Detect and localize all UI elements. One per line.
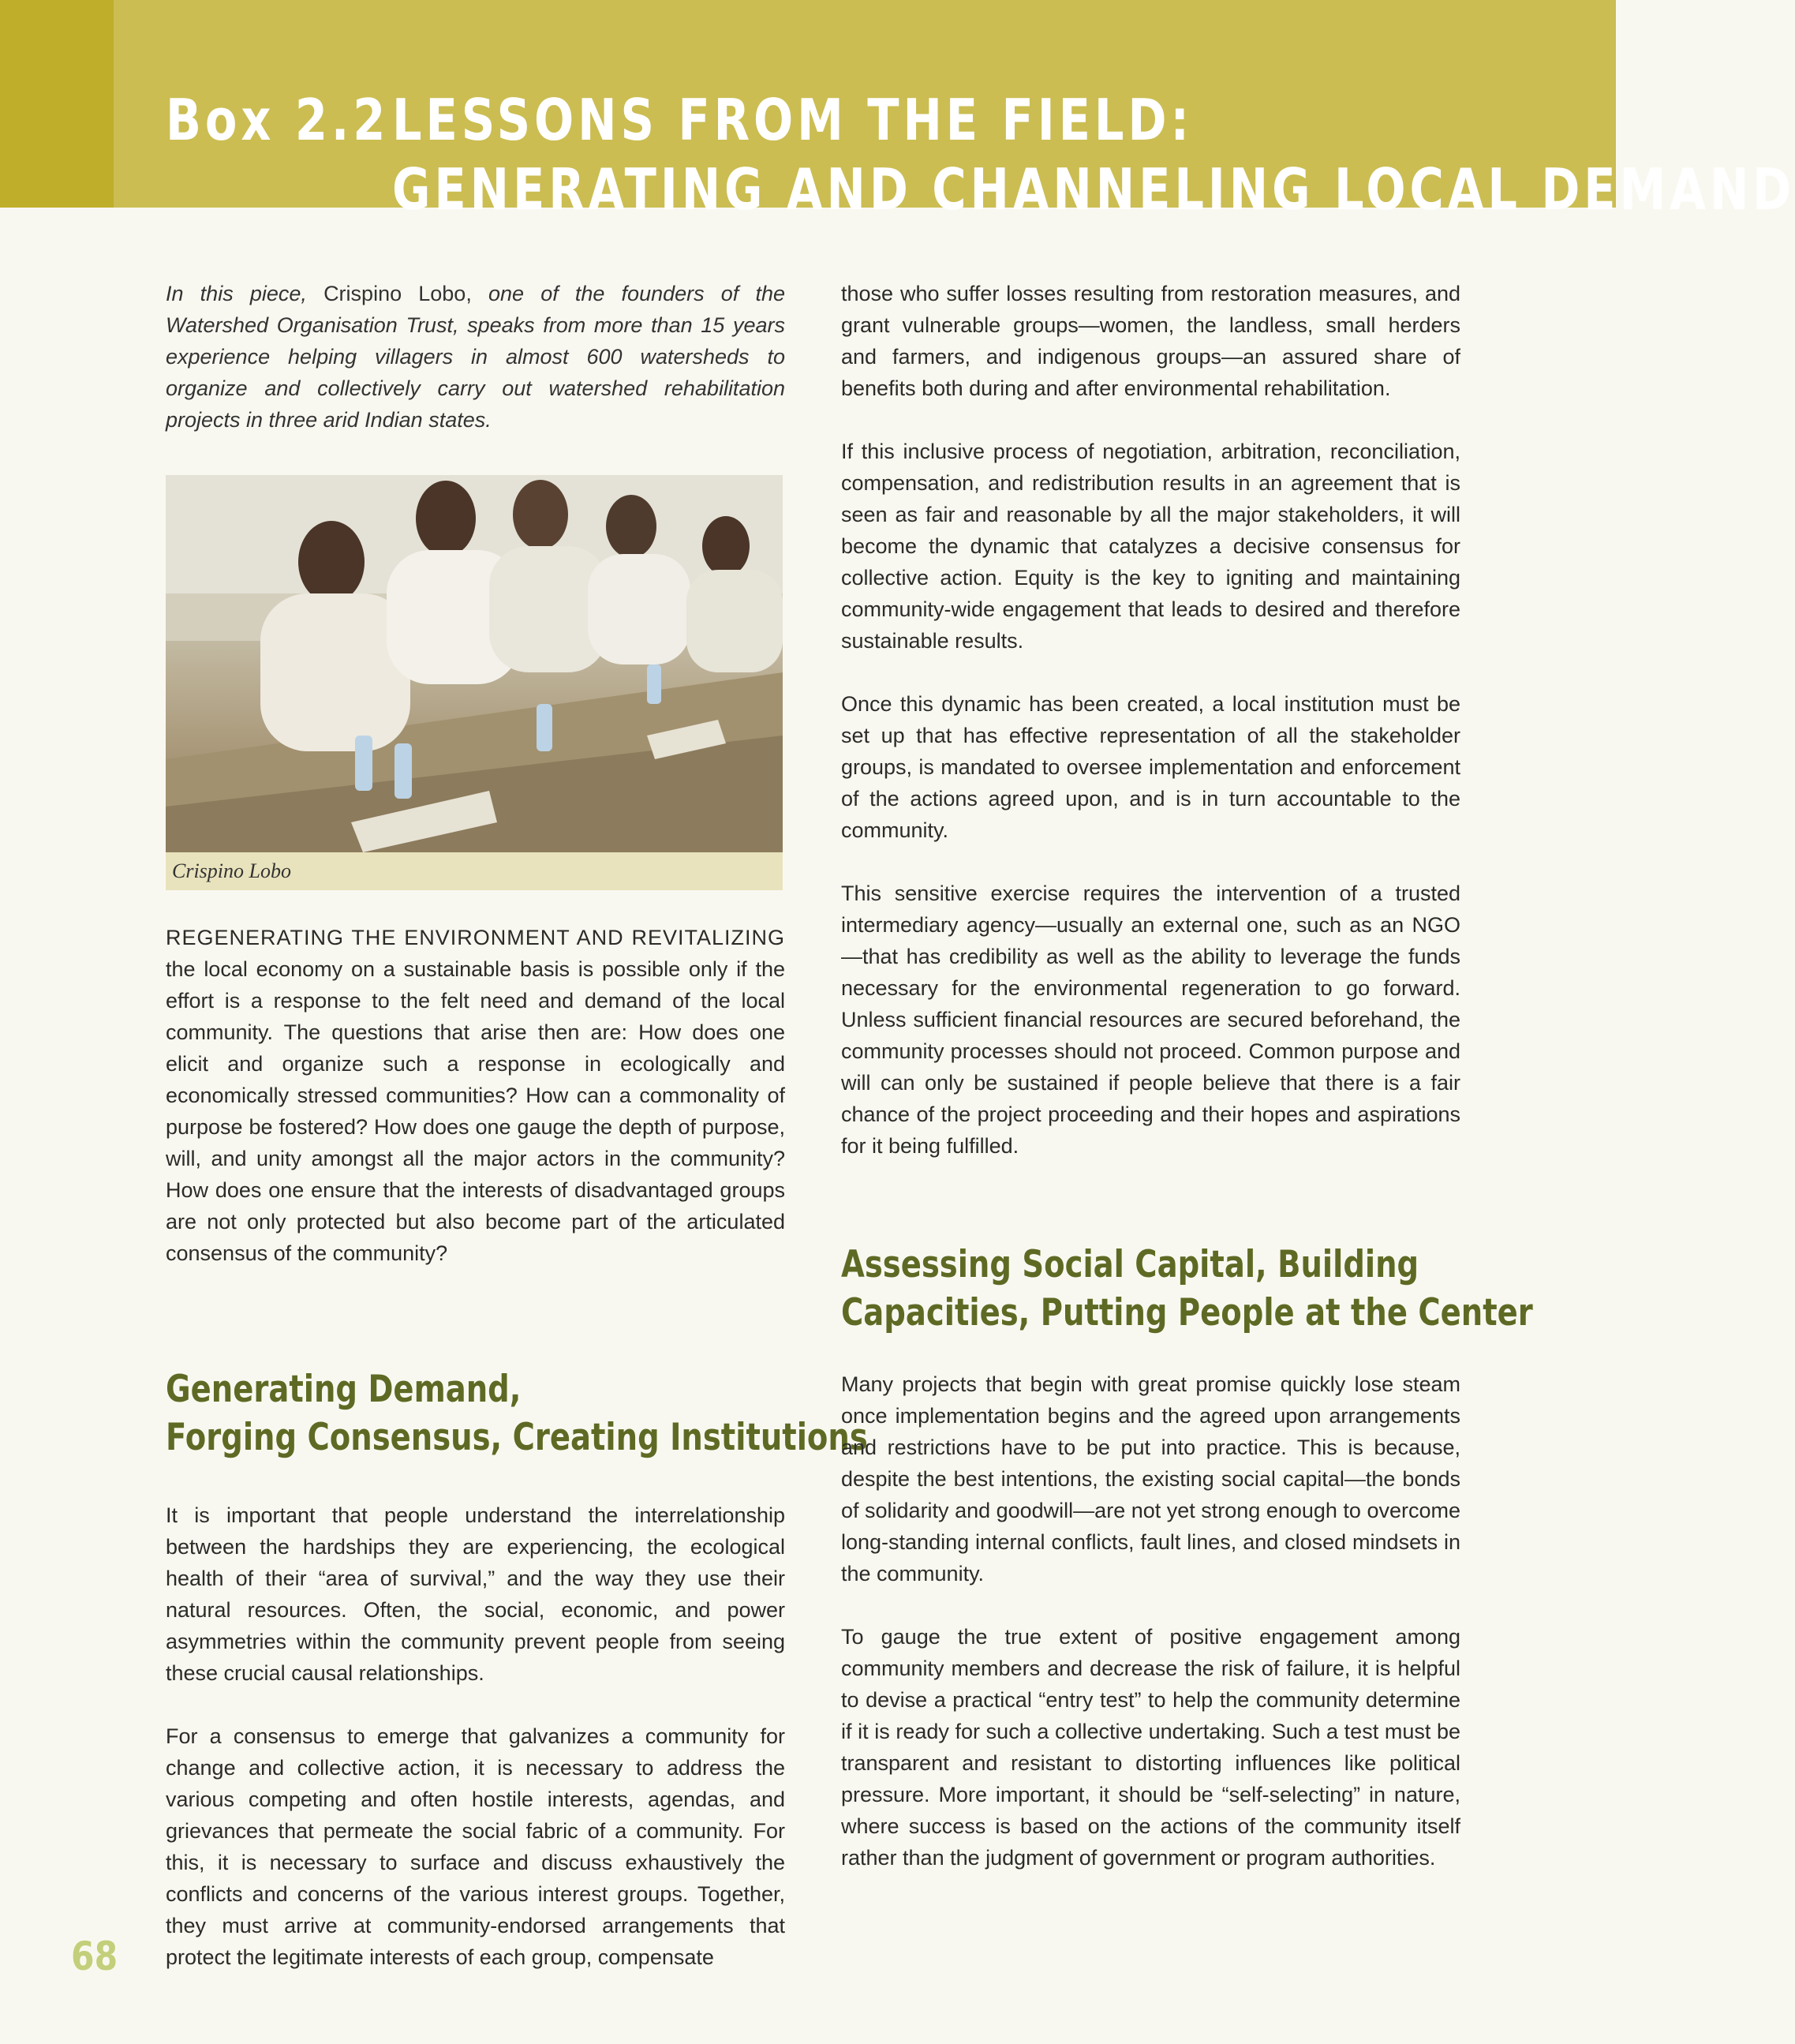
spacer xyxy=(841,1337,1460,1368)
box-label: Box 2.2 xyxy=(166,87,390,153)
spacer xyxy=(841,1162,1460,1241)
header-accent-tab xyxy=(0,0,114,208)
spacer xyxy=(166,1269,785,1365)
photo-illustration xyxy=(166,475,783,852)
spacer xyxy=(166,1689,785,1720)
section-heading-line2: Capacities, Putting People at the Center xyxy=(841,1291,1533,1335)
spacer xyxy=(841,657,1460,688)
spacer xyxy=(841,404,1460,436)
photo xyxy=(166,475,783,852)
right-column xyxy=(841,278,1533,1874)
section-heading-line1: Assessing Social Capital, Building xyxy=(841,1243,1419,1286)
section-heading-line1: Generating Demand, xyxy=(166,1368,522,1411)
photo-caption: Crispino Lobo xyxy=(166,852,783,890)
body-paragraph: It is important that people understand the interrelationship between the hardships they are experiencing, the ecological health of their “area of survival,” and the way they use their natural resources. Often, the social, economic, and power asymmetries within the community prevent people from seeing these crucial causal relationships. xyxy=(166,1503,785,1685)
lead-caps: REGENERATING THE ENVIRONMENT AND REVITALIZING xyxy=(166,926,785,949)
body-paragraph: For a consensus to emerge that galvanizes a community for change and collective action, it is necessary to address the various competing and often hostile interests, agendas, and grievances that permeate the social fabric of a community. For this, it is necessary to surface and discuss exhaustively the conflicts and concerns of the various interest groups. Together, they must arrive at community-endorsed arrangements that protect the legitimate interests of each group, compensate xyxy=(166,1724,785,1969)
spacer xyxy=(166,1462,785,1499)
body-paragraph: Once this dynamic has been created, a local institution must be set up that has effective representation of all the stakeholder groups, is mandated to oversee implementation and enforcement of the actions agreed upon, and is in turn accountable to the community. xyxy=(841,692,1460,842)
page-number: 68 xyxy=(71,1934,118,1979)
spacer xyxy=(166,890,785,922)
body-paragraph: To gauge the true extent of positive engagement among community members and decrease the risk of failure, it is helpful to devise a practical “entry test” to help the community determine if it is ready for such a collective undertaking. Such a test must be transparent and resistant to distorting influences like political pressure. More important, it should be “self-selecting” in nature, where success is based on the actions of the community itself rather than the judgment of government or program authorities. xyxy=(841,1625,1460,1870)
body-paragraph: Many projects that begin with great promise quickly lose steam once implementation begins and the agreed upon arrangements and restrictions have to be put into practice. This is because, despite the best intentions, the existing social capital—the bonds of solidarity and goodwill—are not yet strong enough to overcome long-standing internal conflicts, fault lines, and closed mindsets in the community. xyxy=(841,1372,1460,1585)
spacer xyxy=(841,846,1460,878)
box-title-line2: GENERATING AND CHANNELING LOCAL DEMAND xyxy=(392,156,1795,223)
body-paragraph: If this inclusive process of negotiation, arbitration, reconciliation, compensation, and redistribution results in an agreement that is seen as fair and reasonable by all the major stakeholders, it will become the dynamic that catalyzes a decisive consensus for collective action. Equity is the key to igniting and maintaining community-wide engagement that leads to desired and therefore sustainable results. xyxy=(841,440,1460,653)
section-heading-line2: Forging Consensus, Creating Institutions xyxy=(166,1416,868,1459)
body-paragraph: This sensitive exercise requires the intervention of a trusted intermediary agency—usually an external one, such as an NGO—that has credibility as well as the ability to leverage the funds necessary for the environmental regeneration to go forward. Unless sufficient financial resources are secured beforehand, the community processes should not proceed. Common purpose and will can only be sustained if people believe that there is a fair chance of the project proceeding and their hopes and aspirations for it being fulfilled. xyxy=(841,882,1460,1158)
author-name: Crispino Lobo, xyxy=(323,282,472,305)
spacer xyxy=(841,1589,1460,1621)
lead-paragraph xyxy=(166,922,785,1269)
left-column xyxy=(166,278,868,1973)
lead-text: the local economy on a sustainable basis is possible only if the effort is a response to the felt need and demand of the local community. The questions that arise then are: How does one elicit and organize such a response in ecologically and economically stressed communities? How can a commonality of purpose be fostered? How does one gauge the depth of purpose, will, and unity amongst all the major actors in the community? How does one ensure that the interests of disadvantaged groups are not only protected but also become part of the articulated consensus of the community? xyxy=(166,957,785,1265)
intro-paragraph xyxy=(166,278,785,436)
body-paragraph: those who suffer losses resulting from restoration measures, and grant vulnerable groups—women, the landless, small herders and farmers, and indigenous groups—an assured share of benefits both during and after environmental rehabilitation. xyxy=(841,282,1460,400)
intro-text: In this piece, xyxy=(166,282,324,305)
intro-text-rest: one of the founders of the Watershed Organisation Trust, speaks from more than 15 years experience helping villagers in almost 600 watersheds to organize and collectively carry out watershed rehabilitation projects in three arid Indian states. xyxy=(166,282,785,432)
box-title-line1: LESSONS FROM THE FIELD: xyxy=(392,87,1193,153)
